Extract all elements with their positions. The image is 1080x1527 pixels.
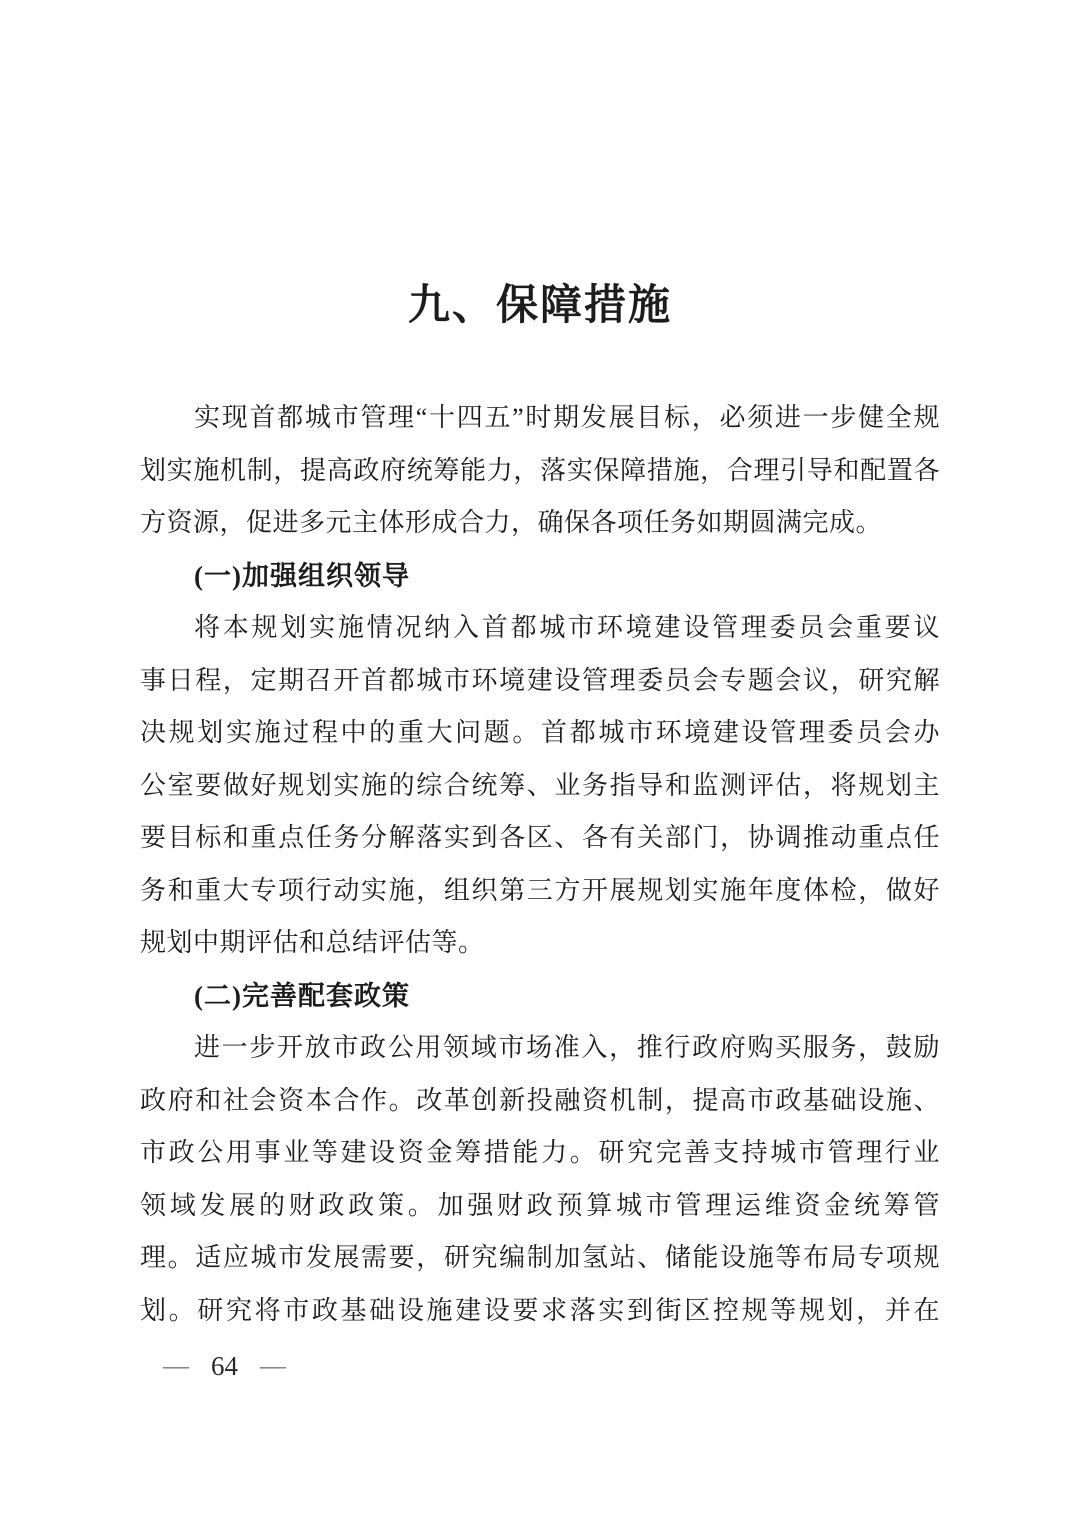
section-heading: (一)加强组织领导 [194, 560, 410, 591]
footer-right-dash: — [260, 1351, 286, 1380]
paragraph [140, 392, 940, 550]
footer-left-dash: — [163, 1351, 189, 1380]
text-line: 决规划实施过程中的重大问题。首都城市环境建设管理委员会办 [140, 718, 940, 747]
paragraph [140, 1022, 940, 1337]
page-title: 九、保障措施 [407, 283, 672, 329]
page-number: 64 [211, 1351, 238, 1381]
text-line: 领域发展的财政政策。加强财政预算城市管理运维资金统筹管 [140, 1190, 940, 1220]
text-line: 政府和社会资本合作。改革创新投融资机制，提高市政基础设施、 [140, 1085, 940, 1115]
text-line: 务和重大专项行动实施，组织第三方开展规划实施年度体检，做好 [140, 875, 940, 905]
text-line: 进一步开放市政公用领域市场准入，推行政府购买服务，鼓励 [194, 1033, 940, 1062]
section-heading: (二)完善配套政策 [194, 980, 410, 1011]
page-footer [163, 1348, 286, 1384]
paragraph [140, 602, 940, 970]
text-line: 要目标和重点任务分解落实到各区、各有关部门，协调推动重点任 [140, 823, 940, 852]
text-line: 将本规划实施情况纳入首都城市环境建设管理委员会重要议 [194, 613, 940, 642]
text-line: 事日程，定期召开首都城市环境建设管理委员会专题会议，研究解 [140, 665, 940, 695]
text-line: 市政公用事业等建设资金筹措能力。研究完善支持城市管理行业 [140, 1138, 940, 1167]
text-line: 实现首都城市管理“十四五”时期发展目标，必须进一步健全规 [194, 403, 940, 432]
text-line: 方资源，促进多元主体形成合力，确保各项任务如期圆满完成。 [140, 508, 883, 537]
text-line: 规划中期评估和总结评估等。 [140, 928, 485, 957]
text-line: 公室要做好规划实施的综合统筹、业务指导和监测评估，将规划主 [140, 770, 940, 800]
text-line: 理。适应城市发展需要，研究编制加氢站、储能设施等布局专项规 [140, 1243, 940, 1272]
document-body [140, 392, 940, 1337]
text-line: 划。研究将市政基础设施建设要求落实到街区控规等规划，并在 [140, 1295, 940, 1325]
text-line: 划实施机制，提高政府统筹能力，落实保障措施，合理引导和配置各 [140, 455, 940, 485]
